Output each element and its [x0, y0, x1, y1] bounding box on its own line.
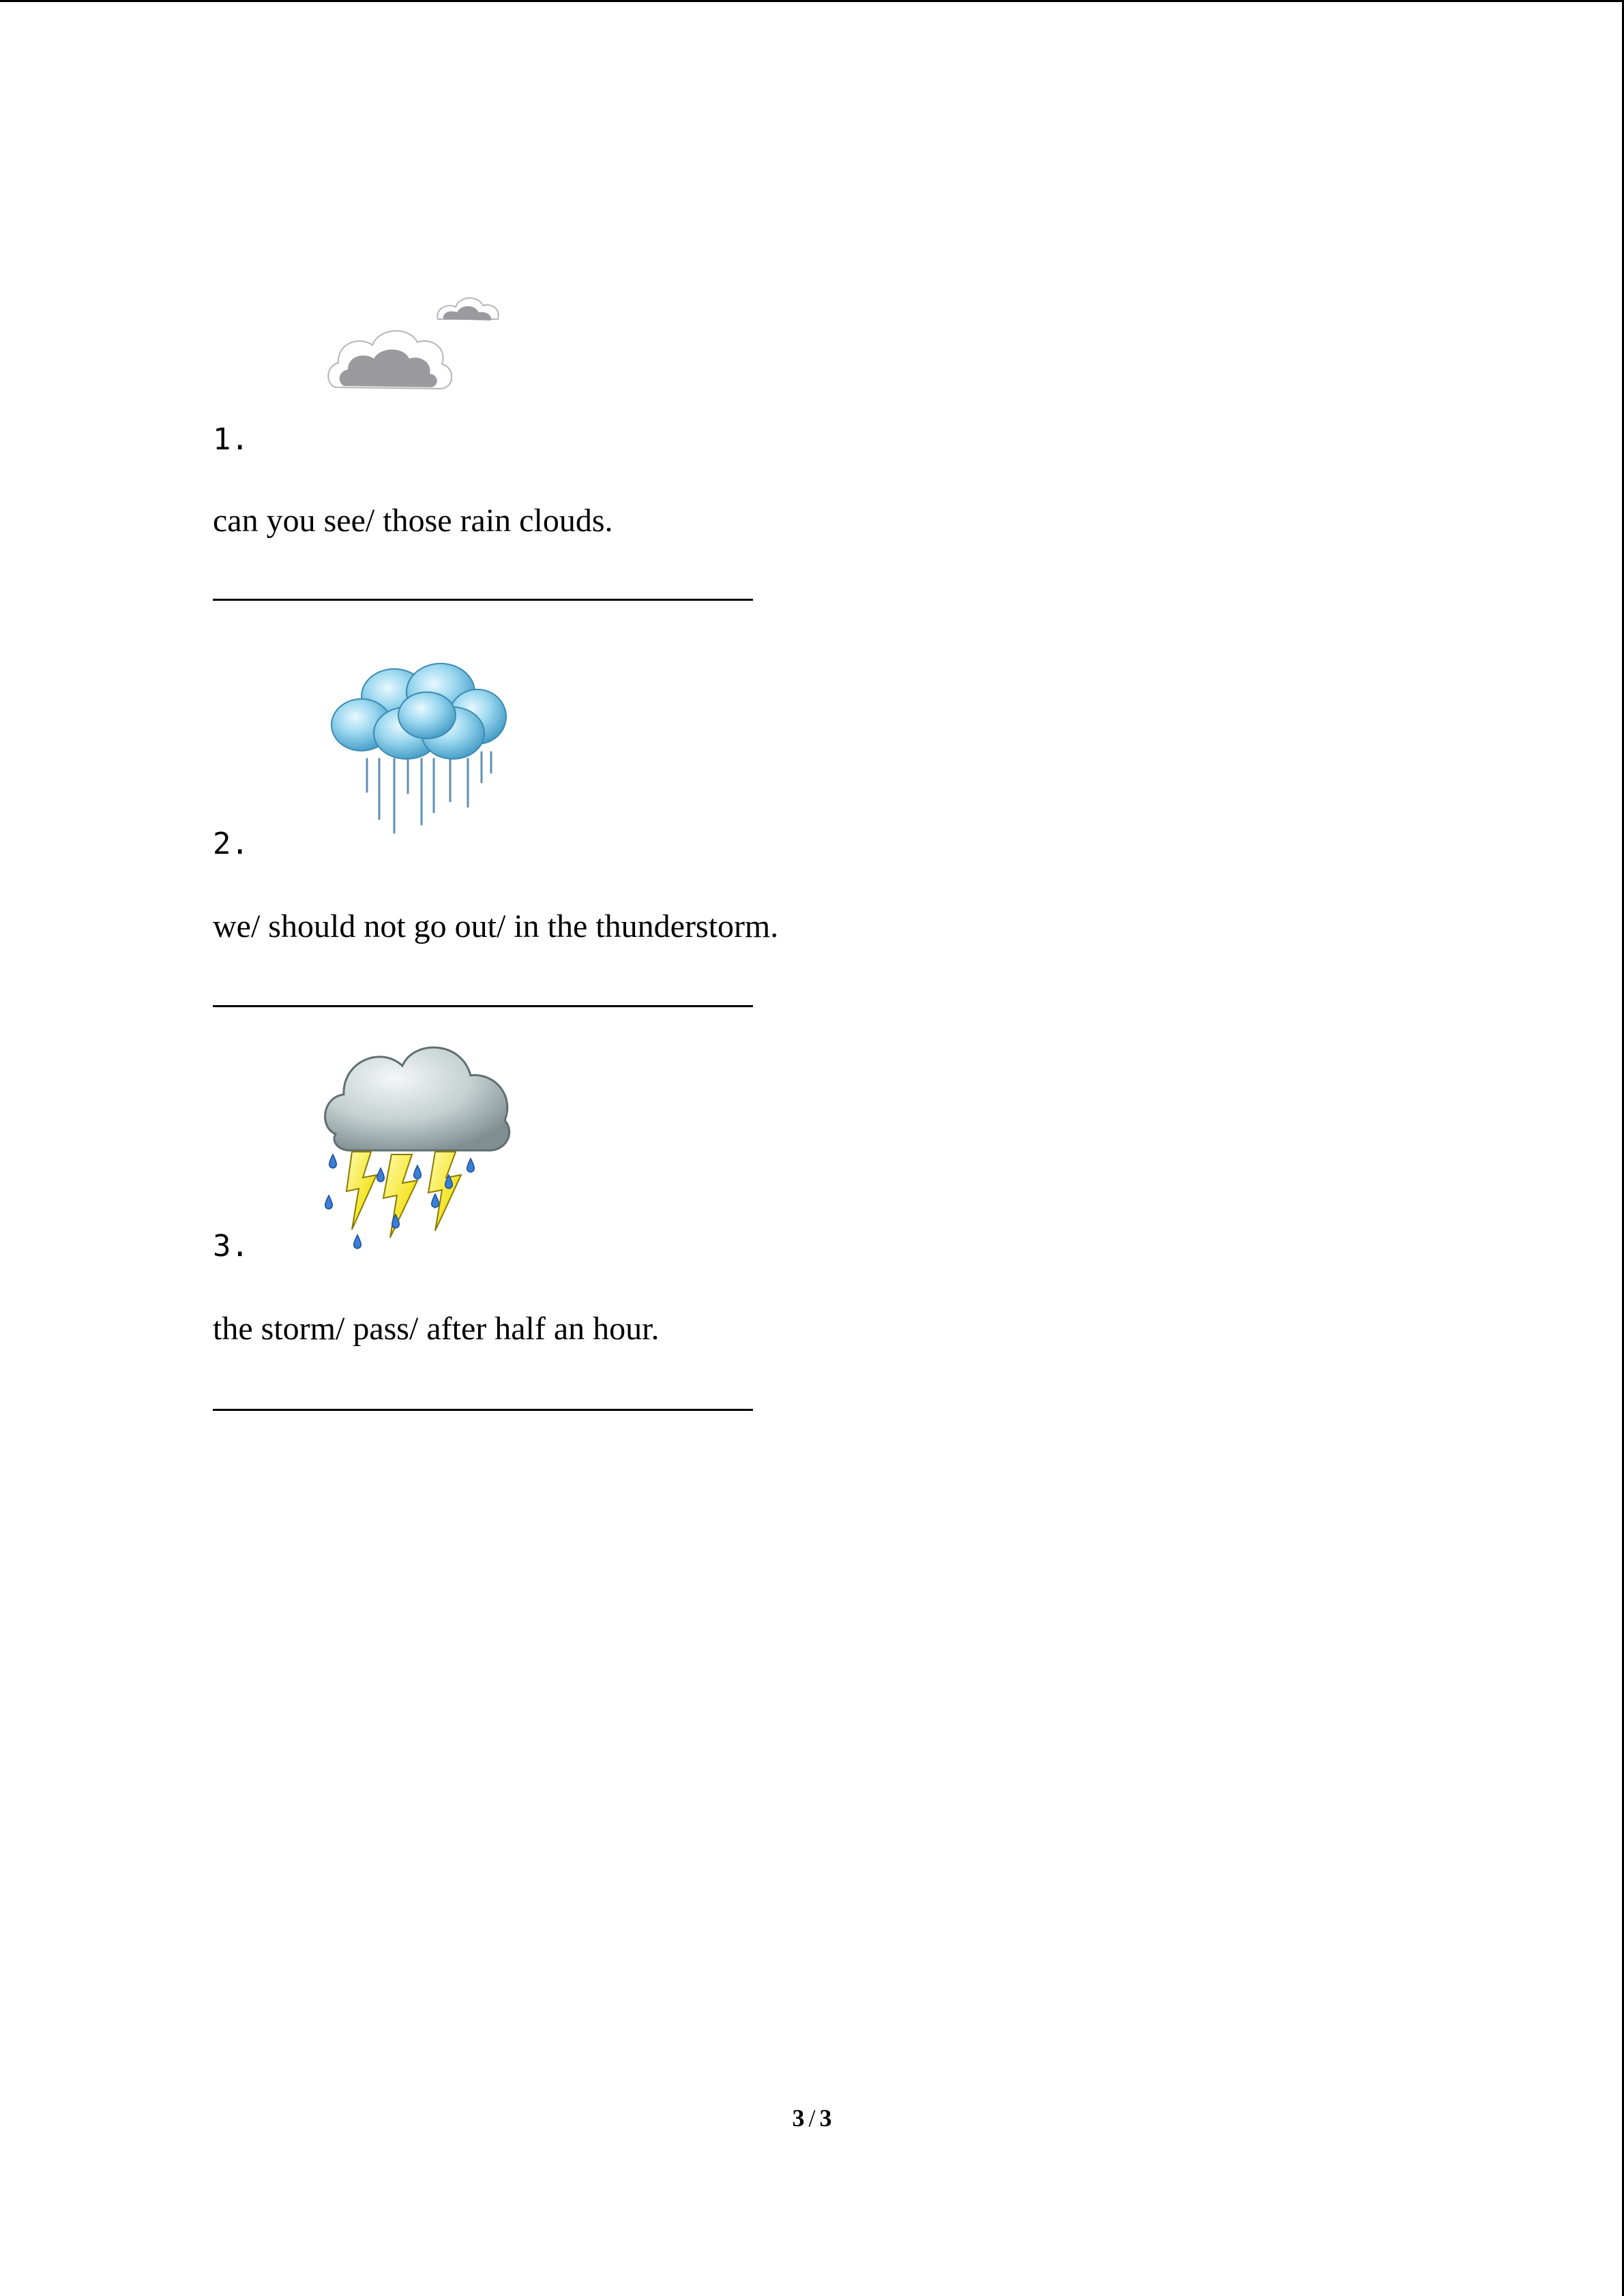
- question-prompt: can you see/ those rain clouds.: [213, 503, 613, 539]
- page-separator: /: [808, 2104, 816, 2132]
- question-number: 1.: [213, 422, 249, 457]
- answer-line[interactable]: [213, 599, 753, 601]
- question-prompt: the storm/ pass/ after half an hour.: [213, 1311, 660, 1347]
- current-page: 3: [792, 2104, 805, 2132]
- page-number: [0, 2104, 1624, 2132]
- total-pages: 3: [819, 2104, 832, 2132]
- question-number: 3.: [213, 1229, 249, 1264]
- question-3: [213, 1032, 1168, 1420]
- question-number: 2.: [213, 826, 249, 861]
- two-gray-clouds-icon: [322, 271, 527, 394]
- question-1: [213, 271, 1168, 612]
- question-prompt: we/ should not go out/ in the thunderstorm.: [213, 908, 779, 944]
- answer-line[interactable]: [213, 1005, 753, 1007]
- question-2: [213, 657, 1168, 1018]
- thunderstorm-cloud-icon: [315, 1032, 520, 1257]
- answer-line[interactable]: [213, 1409, 753, 1411]
- rain-cloud-icon: [319, 657, 517, 848]
